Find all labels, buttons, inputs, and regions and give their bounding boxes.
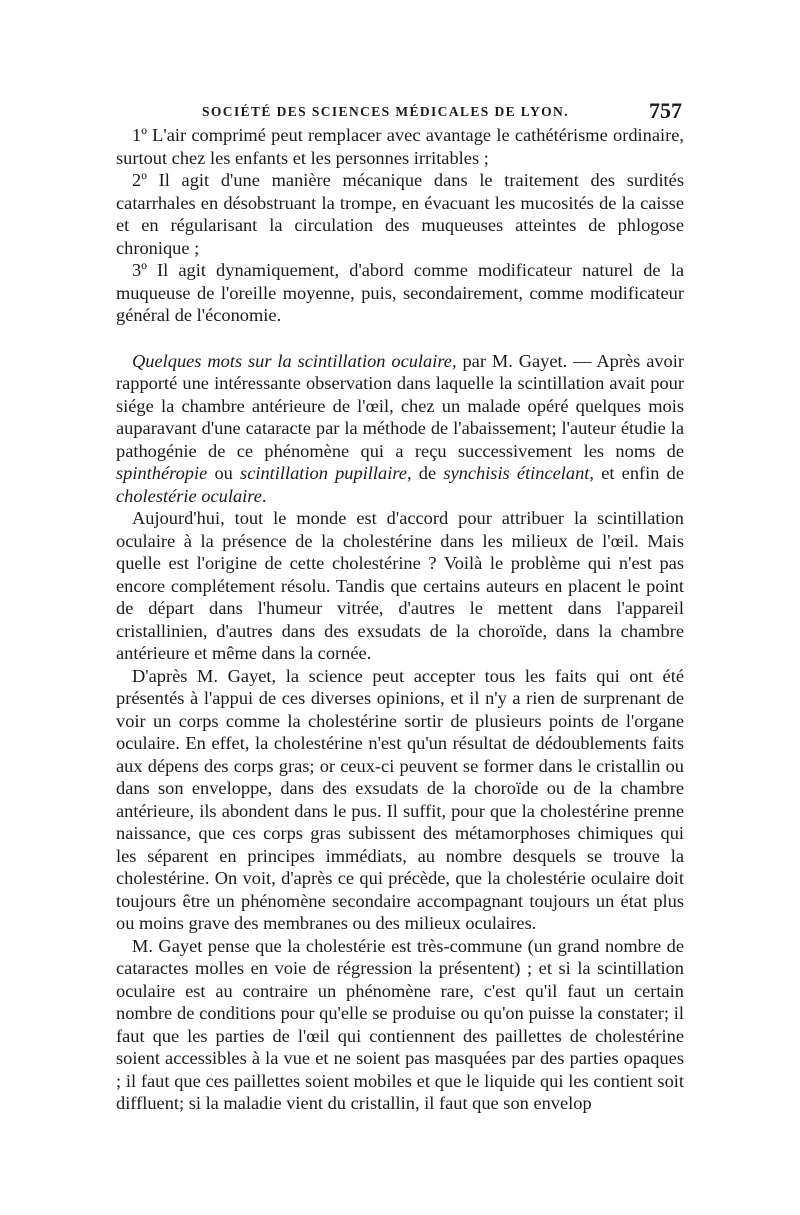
article-paragraph-4: M. Gayet pense que la cholestérie est très-commune (un grand nombre de cataractes molles en voie de régression la présentent) ; et si la scintillation oculaire est au contraire un phénomène rare, c'est qu'il faut un certain nombre de conditions pour qu'elle se produise ou qu'on puisse la constater; il faut que les parties de l'œil qui contiennent des paillettes de cholestérine soient accessibles à la vue et ne soient pas masquées par des parties opaques ; il faut que ces paillettes soient mobiles et que le liquide qui les contient soit diffluent; si la maladie vient du cristallin, il faut que son envelop <box>116 935 684 1113</box>
intro-connector-de: , de <box>406 463 444 483</box>
page-header <box>116 98 684 122</box>
term-cholesterie: cholestérie oculaire <box>116 485 262 506</box>
term-spintheropie: spinthéropie <box>116 463 208 483</box>
article-intro-text: par M. Gayet. — Après avoir rapporté une intéressante observation dans laquelle la scintillation avait pour siége la chambre antérieure de l'œil, chez un malade opéré quelques mois auparavant d'une cataracte par la méthode de l'abaissement; l'auteur étudie la pathogénie de ce phénomène qui a reçu successivement les noms de <box>116 350 684 461</box>
page-number: 757 <box>649 98 682 123</box>
article-intro-paragraph <box>116 350 684 508</box>
running-head: SOCIÉTÉ DES SCIENCES MÉDICALES DE LYON. <box>202 104 569 119</box>
conclusion-paragraph-2: 2º Il agit d'une manière mécanique dans le traitement des surdités catarrhales en désobstruant la trompe, en évacuant les mucosités de la caisse et en régularisant la circulation des muqueuses atteintes de phlogose chronique ; <box>116 170 684 258</box>
article-paragraph-2: Aujourd'hui, tout le monde est d'accord pour attribuer la scintillation oculaire à la présence de la cholestérine dans les milieux de l'œil. Mais quelle est l'origine de cette cholestérine ? Voilà le problème qui n'est pas encore complétement résolu. Tandis que certains auteurs en placent le point de départ dans l'humeur vitrée, d'autres le mettent dans l'appareil cristallinien, d'autres dans des exsudats de la choroïde, dans la chambre antérieure et même dans la cornée. <box>116 508 684 663</box>
section-break <box>116 327 684 350</box>
article-paragraph-3: D'après M. Gayet, la science peut accepter tous les faits qui ont été présentés à l'appui de ces diverses opinions, et il n'y a rien de surprenant de voir un corps comme la cholestérine sortir de plusieurs points de l'organe oculaire. En effet, la cholestérine n'est qu'un résultat de dédoublements faits aux dépens des corps gras; or ceux-ci peuvent se former dans le cristallin ou dans son enveloppe, dans des exsudats de la choroïde ou de la chambre antérieure, ils abondent dans le pus. Il suffit, pour que la cholestérine prenne naissance, que ces corps gras subissent des métamorphoses chimiques qui les séparent en principes immédiats, au nombre desquels se trouve la cholestérine. On voit, d'après ce qui précède, que la cholestérie oculaire doit toujours être un phénomène secondaire accompagnant toujours un état plus ou moins grave des membranes ou des milieux oculaires. <box>116 665 684 933</box>
intro-end: . <box>261 485 267 506</box>
term-scintillation-pupillaire: scintillation pupillaire <box>240 463 407 483</box>
conclusion-paragraph-3: 3º Il agit dynamiquement, d'abord comme modificateur naturel de la muqueuse de l'oreille moyenne, puis, secondairement, comme modificateur général de l'économie. <box>116 260 684 325</box>
document-page <box>116 98 684 1115</box>
intro-connector-enfin: , et enfin de <box>589 463 685 483</box>
intro-connector-or: ou <box>207 463 241 483</box>
conclusion-paragraph-1: 1º L'air comprimé peut remplacer avec avantage le cathétérisme ordinaire, surtout chez les enfants et les personnes irritables ; <box>116 125 684 168</box>
term-synchisis: synchisis étincelant <box>443 463 590 483</box>
article-title: Quelques mots sur la scintillation oculaire, <box>132 350 457 371</box>
